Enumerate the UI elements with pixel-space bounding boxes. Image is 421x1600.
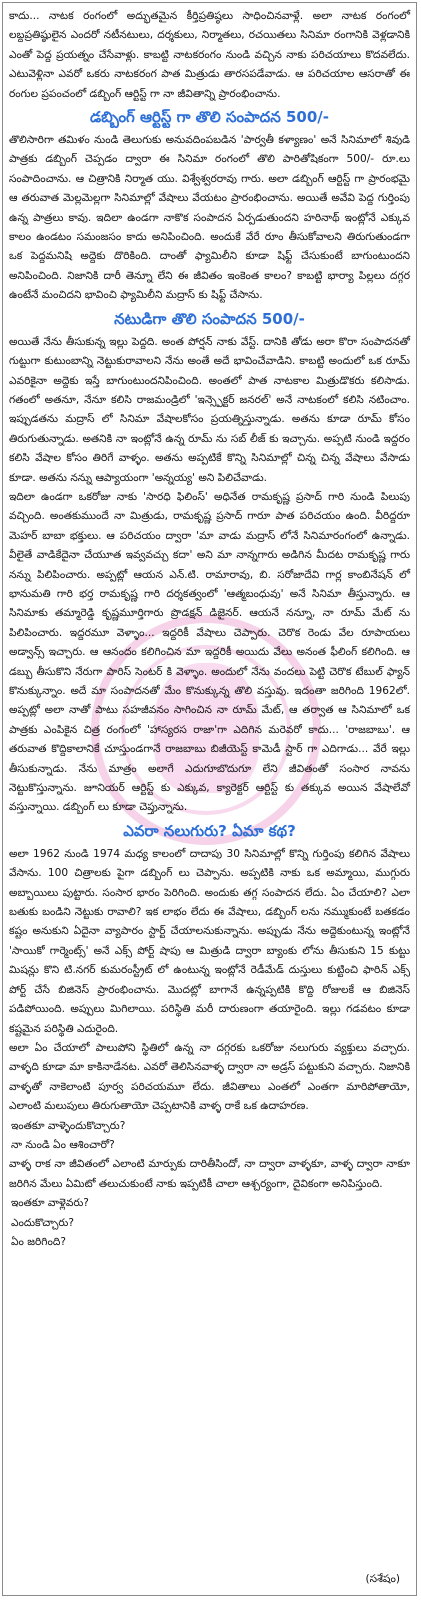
question-what-happened: ఏం జరిగింది? bbox=[11, 1235, 66, 1248]
section-heading-dubbing-earning: డబ్బింగ్ ఆర్టిస్ట్ గా తొలి సంపాదన 500/- bbox=[90, 108, 329, 127]
question-what-expected: నా నుండి ఏం ఆశించారో? bbox=[11, 1138, 115, 1151]
four-people-paragraph-2: అలా ఏం చేయాలో పాలుపోని స్థితిలో ఉన్న నా దగ్గరకు ఒకరోజు నలుగురు వ్యక్తులు వచ్చారు. వాళ్ళది కూడా మా కాకినాడేనట. ఎవరో తెలిసినవాళ్ళ ద్వారా నా అడ్రస్ పట్టుకుని వచ్చారు. నిజానికి వాళ్ళతో నాకెలాంటి పూర్వ పరిచయమూ లేదు. జీవితాలు ఎంతలో ఎంతగా మారిపోతాయో, ఎలాంటి మలుపులు తిరుగుతాయో చెప్పటానికి వాళ్ళ రాకే ఒక ఉదాహరణ. bbox=[9, 1041, 410, 1113]
to-be-continued-note: (సశేషం) bbox=[365, 1573, 400, 1585]
section-heading-four-people: ఎవరా నలుగురు? ఏమా కథ? bbox=[123, 821, 296, 840]
actor-earning-paragraph-1: అయితే నేను తీసుకున్న ఇల్లు పెద్దది. అంత పోర్షన్ నాకు వేస్ట్. దానికి తోడు అరా కొరా సంపాదనతో గుట్టుగా కుటుంబాన్ని నెట్టుకురావాలని నేను అంతే అదే భావించేవాడిని. కాబట్టి అందులో ఒక రూమ్ ఎవరికైనా అద్దెకు ఇస్తే బాగుంటుందనిపించింది. అంతలో పాత నాటకాల మిత్రుడొకరు కలిసాడు. గతంలో అతనూ, నేనూ కలిసి రాజమండ్రిలో 'ఇన్స్పెక్టర్ జనరల్' అనే నాటకంలో కలిసి నటించాం. ఇప్పుడతను మద్రాస్ లో సినిమా వేషాలకోసం ప్రయత్నిస్తున్నాడు. అతను కూడా రూమ్ కోసం తిరుగుతున్నాడు. అతనికి నా ఇంట్లోనే ఉన్న రూమ్ ను సబ్ లీజ్ కు ఇచ్చాను. అప్పటి నుండి ఇద్దరం కలిసి వేషాల కోసం తిరిగే వాళ్ళం. అతను అప్పటికే కొన్ని సినిమాల్లో చిన్న చిన్న వేషాలు వేసాడు కూడా. అతను నన్ను ఆప్యాయంగా 'అన్నయ్య' అని పిలిచేవాడు. bbox=[9, 335, 410, 484]
question-who-were-they: ఇంతకూ వాళ్లెవరు? bbox=[11, 1197, 89, 1210]
middle-paragraph: వాళ్ళ రాక నా జీవితంలో ఎలాంటి మార్పుకు దారితీసిందో, నా ద్వారా వాళ్ళకూ, వాళ్ళ ద్వారా నాకూ జరిగిన మేలు ఏమిటో తలుచుకుంటే నాకు ఇప్పటికీ చాలా ఆశ్చర్యంగా, దైవికంగా అనిపిస్తుంది. bbox=[9, 1158, 410, 1190]
actor-earning-paragraph-2: ఇదిలా ఉండగా ఒకరోజు నాకు 'సారధి ఫిలింస్' అధినేత రామకృష్ణ ప్రసాద్ గారి నుండి పిలుపు వచ్చింది. అంతకుముందే నా మిత్రుడు, రామకృష్ణ ప్రసాద్ గారూ పాత పరిచయం ఉంది. వీరిద్దరూ మెహర్ బాబా భక్తులు. ఆ పరిచయం ద్వారా 'మా వాడు మద్రాస్ లోనే సినిమారంగంలో ఉన్నాడు. వీలైతే వాడికేదైనా చేయూత ఇవ్వవచ్చు కదా' అని మా నాన్నగారు అడిగిన మీదట రామకృష్ణ గారు నన్ను పిలిపించారు. అప్పట్లో ఆయన ఎన్.టి. రామారావు, బి. సరోజాదేవి గార్ల కాంబినేషన్ లో భానుమతి గారి భర్త రామకృష్ణ గారి దర్శకత్వంలో 'ఆత్మబంధువు' అనే సినిమా తీస్తున్నారు. ఆ సినిమాకు తమ్మారెడ్డి కృష్ణమూర్తిగారు ప్రొడక్షన్ డిజైనర్. ఆయనే నన్నూ, నా రూమ్ మేట్ ను పిలిపించారు. ఇద్దరమూ వెళ్ళాం... ఇద్దరికీ వేషాలు చెప్పారు. చెరొక రెండు వేల రూపాయలు అడ్వాన్స్ ఇచ్చారు. ఆ ఆనందం కలిగించిన మా ఇద్దరికీ అయిదు వేలు అనంత ఫీలింగ్ కలిగింది. ఆ డబ్బు తీసుకొని నేరుగా పారిస్ సెంటర్ కి వెళ్ళాం. అందులో నేను వందలు పెట్టి చెరొక టేబుల్ ఫ్యాన్ కొనుక్కున్నాం. అదే మా సంపాదనతో మేం కొనుక్కున్న తొలి వస్తువు. ఇదంతా జరిగింది 1962లో. అప్పట్లో అలా నాతో పాటు సహజీవనం సాగించిన నా రూమ్ మేట్, ఆ తర్వాత ఆ సినిమాలో ఒక పాత్రకు ఎంపికైన చిత్ర రంగంలో 'హాస్యరస రాజా'గా ఎదిగిన మరెవరో కాదు... 'రాజబాబు'. ఆ తరువాత కొద్దికాలానికే చూస్తుండగానే రాజబాబు బిజీయెస్ట్ కామెడీ స్టార్ గా ఎదిగాడు... వేరే ఇల్లు తీసుకున్నాడు. నేను మాత్రం అలాగే ఎదుగూబొదుగూ లేని జీవితంతో సంసార నావను నెట్టుకొస్తున్నాను. జూనియర్ ఆర్టిస్ట్ కు ఎక్కువ, క్యారెక్టర్ ఆర్టిస్ట్ కు తక్కువ అయిన వేషాలేవో వస్తున్నాయి. డబ్బింగ్ లు కూడా చెప్తున్నాను. bbox=[9, 490, 410, 814]
section-heading-actor-earning: నటుడిగా తొలి సంపాదన 500/- bbox=[114, 309, 305, 328]
question-why: ఎందుకొచ్చారు? bbox=[11, 1216, 74, 1229]
intro-paragraph: కాదు... నాటక రంగంలో అద్భుతమైన కీర్తిప్రతిష్ఠలు సాధించినవాళ్లే. అలా నాటక రంగంలో లబ్దప్రతిష్ఠులైన ఎందరో నటీనటులు, దర్శకులు, నిర్మాతలు, రచయితలు సినిమా రంగానికి వెళ్లడానికి ఎంతో పెద్ద ప్రయత్నం చేసేవాళ్లు. కాబట్టి నాటకరంగం నుండి వచ్చిన నాకు పరిచయాలు కొదవలేదు. ఎటువెళ్లినా ఎవరో ఒకరు నాటకరంగ పాత మిత్రుడు తారసపడేవాడు. ఆ పరిచయాల ఆసరాతో ఈ రంగుల ప్రపంచంలో డబ్బింగ్ ఆర్టిస్ట్ గా నా జీవితాన్ని ప్రారంభించాను. bbox=[9, 10, 410, 100]
article-page bbox=[2, 2, 417, 1596]
dubbing-earning-paragraph: తొలిసారిగా తమిళం నుండి తెలుగుకు అనువదింపబడిన 'పార్వతీ కళ్యాణం' అనే సినిమాలో శివుడి పాత్రకు డబ్బింగ్ చెప్పడం ద్వారా ఈ సినిమా రంగంలో తొలి పారితోషికంగా 500/- రూ.లు సంపాదించాను. ఆ చిత్రానికి నిర్మాత యు. విశ్వేశ్వరరావు గారు. అలా డబ్బింగ్ ఆర్టిస్ట్ గా ప్రారంభమై ఆ తరువాత మెల్లమెల్లగా సినిమాల్లో వేషాలు వేయటం ప్రారంభించాను. అయితే అవేవి పెద్ద గుర్తింపు ఉన్న పాత్రలు కావు. ఇదిలా ఉండగా నాకొక సంపాదన ఏర్పడుతుందని హరినాథ్ ఇంట్లోనే ఎక్కువ కాలం ఉండటం సమంజసం కాదు అనిపించింది. అందుకే వేరే రూం తీసుకోవాలని తిరుగుతుండగా ఒక పెద్దమనిషి అద్దెకు దొరికింది. దాంతో ఫ్యామిలీని కూడా షిఫ్ట్ చేసుకుంటే బాగుంటుందని అనిపించింది. నిజానికి దారీ తెన్నూ లేని ఈ జీవితం ఇంకెంత కాలం? కాబట్టి భార్యా పిల్లలు దగ్గర ఉంటేనే మంచిదని భావించి ఫ్యామిలీని మద్రాస్ కు షిఫ్ట్ చేసాను. bbox=[9, 134, 410, 302]
question-why-came: ఇంతకూ వాళ్ళెందుకొచ్చారు? bbox=[11, 1119, 126, 1132]
four-people-paragraph-1: అలా 1962 నుండి 1974 మధ్య కాలంలో దాదాపు 30 సినిమాల్లో కొన్ని గుర్తింపు కలిగిన వేషాలు వేసాను. 100 చిత్రాలకు పైగా డబ్బింగ్ లు చెప్పాను. అప్పటికి నాకు ఒక అమ్మాయి, ముగ్గురు అబ్బాయిలు పుట్టారు. సంసార భారం పెరిగింది. అందుకు తగ్గ సంపాదన లేదు. ఏం చేయాలి? ఎలా బతుకు బండిని నెట్టుకు రావాలి? ఇక లాభం లేదు ఈ వేషాలు, డబ్బింగ్ లను నమ్ముకుంటే బతకడం కష్టం అనుకుని ఏదైనా వ్యాపారం స్టార్ట్ చేయాలనుకున్నాను. అప్పుడు నేను అద్దెకుంటున్న ఇంట్లోనే 'సాయికో గార్మెంట్స్' అనే ఎక్స్ పోర్ట్ షాపు ఆ మిత్రుడి ద్వారా బ్యాంకు లోను తీసుకుని 15 కుట్టు మిషన్లు కొని టి.నగర్ కుమరంస్ట్రీట్ లో ఉంటున్న ఇంట్లోనే రెడీమేడ్ దుస్తులు కుట్టించి ఫారిన్ ఎక్స్ పోర్ట్ చేసే బిజినెస్ ప్రారంభించాను. మొదట్లో బాగానే ఉన్నప్పటికి కొద్ది రోజులకే ఆ బిజినెస్ పడిపోయింది. అప్పులు మిగిలాయి. పరిస్థితి మరీ దారుణంగా తయారైంది. ఇల్లు గడవటం కూడా కష్టమైన పరిస్థితి ఎదురైంది. bbox=[9, 847, 410, 1035]
